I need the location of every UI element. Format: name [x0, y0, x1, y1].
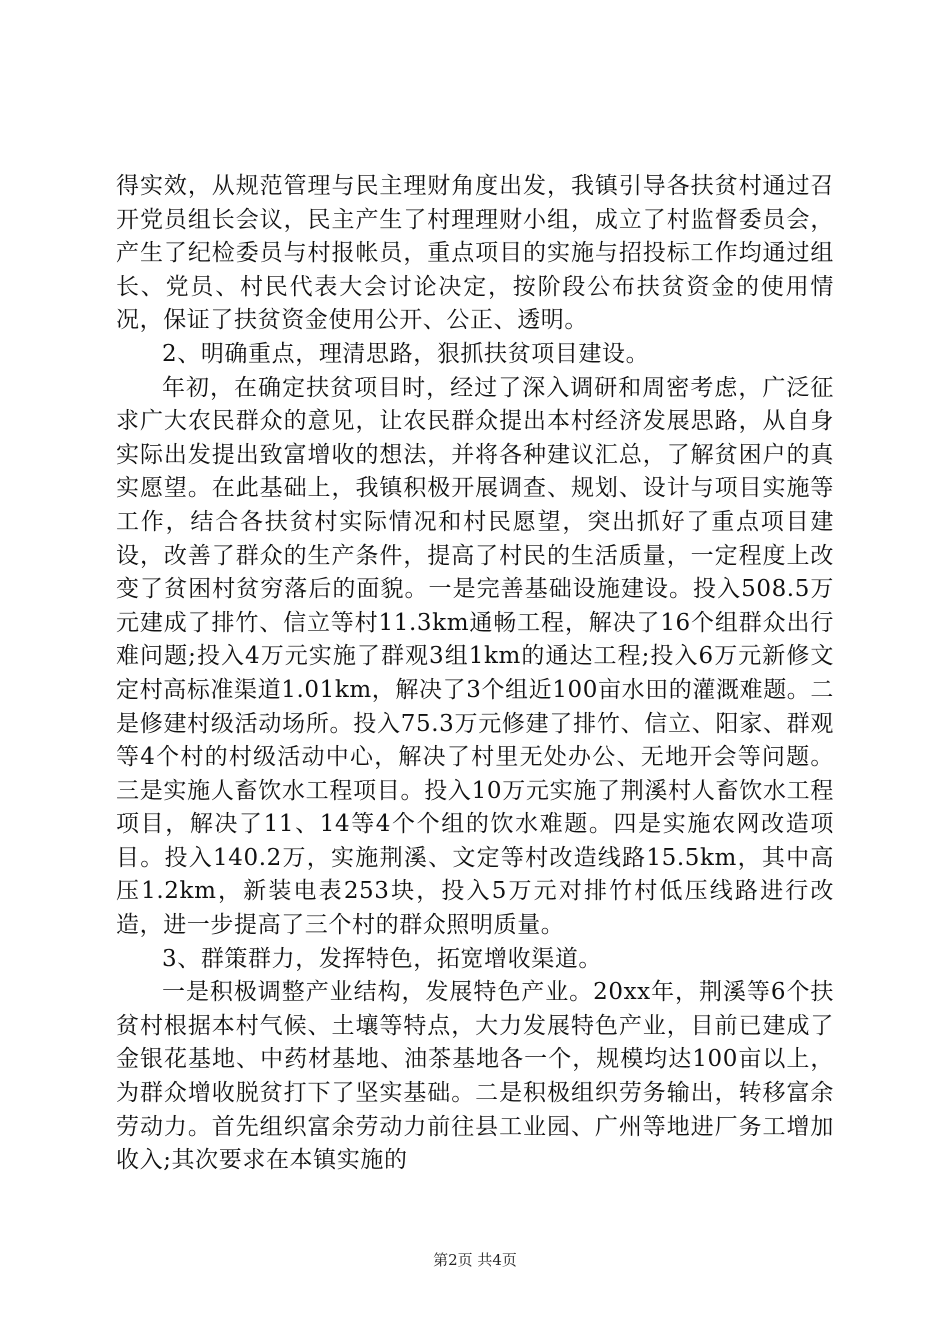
paragraph-income-channels: 一是积极调整产业结构，发展特色产业。20xx年，荆溪等6个扶贫村根据本村气候、土壤等特点，大力发展特色产业，目前已建成了金银花基地、中药材基地、油茶基地各一个，规模均达100亩以上，为群众增收脱贫打下了坚实基础。二是积极组织劳务输出，转移富余劳动力。首先组织富余劳动力前往县工业园、广州等地进厂务工增加收入;其次要求在本镇实施的 — [116, 979, 834, 1174]
paragraph-continuation: 得实效，从规范管理与民主理财角度出发，我镇引导各扶贫村通过召开党员组长会议，民主产生了村理理财小组，成立了村监督委员会，产生了纪检委员与村报帐员，重点项目的实施与招投标工作均通过组长、党员、村民代表大会讨论决定，按阶段公布扶贫资金的使用情况，保证了扶贫资金使用公开、公正、透明。 — [116, 173, 834, 334]
page-number-footer: 第2页 共4页 — [433, 1251, 517, 1269]
document-body — [116, 170, 834, 1178]
section-heading-3: 3、群策群力，发挥特色，拓宽增收渠道。 — [162, 945, 603, 972]
section-heading-2: 2、明确重点，理清思路，狠抓扶贫项目建设。 — [162, 340, 650, 367]
paragraph-project-construction: 年初，在确定扶贫项目时，经过了深入调研和周密考虑，广泛征求广大农民群众的意见，让农民群众提出本村经济发展思路，从自身实际出发提出致富增收的想法，并将各种建议汇总，了解贫困户的真实愿望。在此基础上，我镇积极开展调查、规划、设计与项目实施等工作，结合各扶贫村实际情况和村民愿望，突出抓好了重点项目建设，改善了群众的生产条件，提高了村民的生活质量，一定程度上改变了贫困村贫穷落后的面貌。一是完善基础设施建设。投入508.5万元建成了排竹、信立等村11.3km通畅工程，解决了16个组群众出行难问题;投入4万元实施了群观3组1km的通达工程;投入6万元新修文定村高标准渠道1.01km，解决了3个组近100亩水田的灌溉难题。二是修建村级活动场所。投入75.3万元修建了排竹、信立、阳家、群观等4个村的村级活动中心，解决了村里无处办公、无地开会等问题。三是实施人畜饮水工程项目。投入10万元实施了荆溪村人畜饮水工程项目，解决了11、14等4个个组的饮水难题。四是实施农网改造项目。投入140.2万，实施荆溪、文定等村改造线路15.5km，其中高压1.2km，新装电表253块，投入5万元对排竹村低压线路进行改造，进一步提高了三个村的群众照明质量。 — [116, 374, 834, 939]
